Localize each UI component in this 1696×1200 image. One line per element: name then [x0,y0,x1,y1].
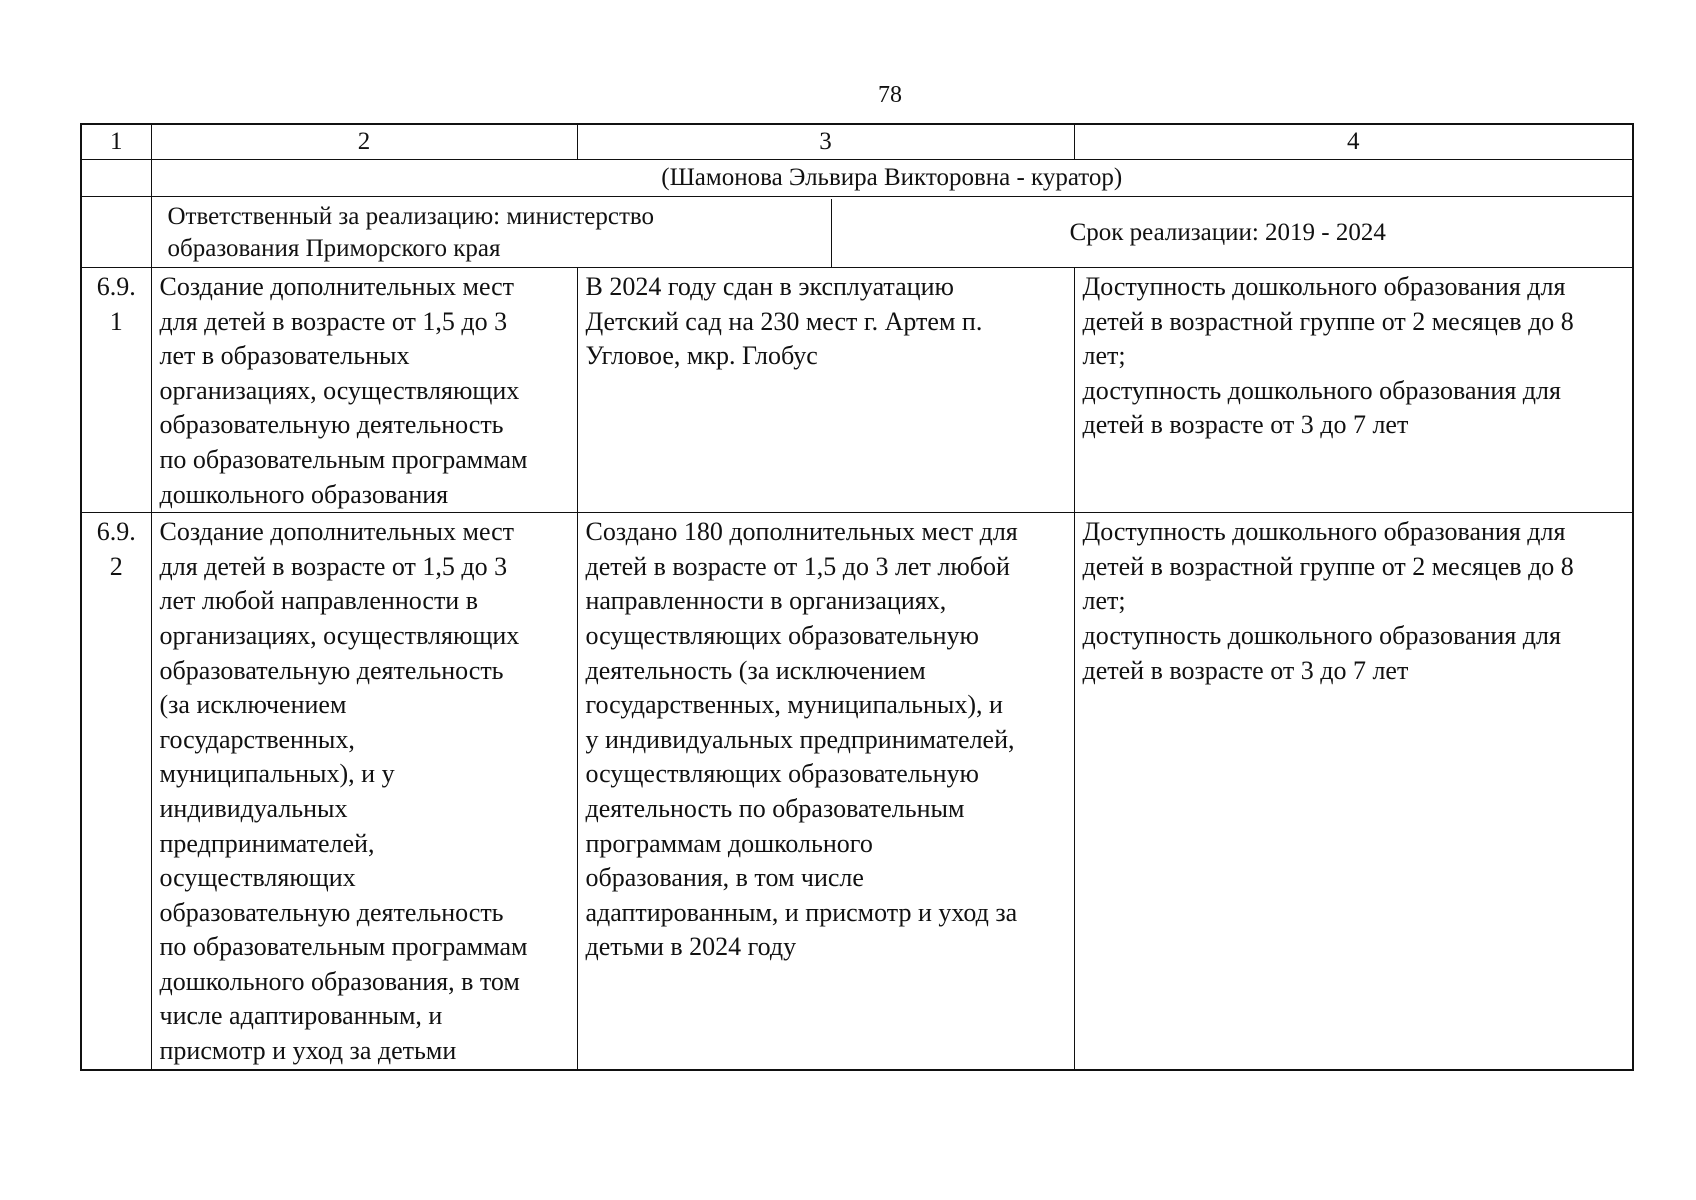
table-row [81,513,1633,1070]
effect-text: Доступность дошкольного образования для детей в возрастной группе от 2 месяцев до 8 лет; доступность дошкольного образования для детей в возрасте от 3 до 7 лет [1074,268,1633,513]
responsible-row-number-cell [81,197,151,268]
column-number-3: 3 [577,124,1074,160]
curator-line: (Шамонова Эльвира Викторовна - куратор) [151,160,1633,197]
task-text: Создание дополнительных мест для детей в возрасте от 1,5 до 3 лет в образовательных организациях, осуществляющих образовательную деятельность по образовательным программам дошкольного образования [151,268,577,513]
page-number: 78 [878,82,902,108]
row-number: 6.9. 2 [81,513,151,1070]
table-row [81,268,1633,513]
curator-row-number-cell [81,160,151,197]
measures-table [80,123,1634,1071]
column-number-4: 4 [1074,124,1633,160]
responsible-executor: Ответственный за реализацию: министерство образования Приморского края [160,199,832,267]
result-text: В 2024 году сдан в эксплуатацию Детский сад на 230 мест г. Артем п. Угловое, мкр. Глобус [577,268,1074,513]
row-number: 6.9. 1 [81,268,151,513]
result-text: Создано 180 дополнительных мест для детей в возрасте от 1,5 до 3 лет любой направленности в организациях, осуществляющих образовательную деятельность (за исключением государственных, муниципальных), и у индивидуальных предпринимателей, осуществляющих образовательную деятельность по образовательным программам дошкольного образования, в том числе адаптированным, и присмотр и уход за детьми в 2024 году [577,513,1074,1070]
column-number-1: 1 [81,124,151,160]
responsible-row [81,197,1633,268]
effect-text: Доступность дошкольного образования для детей в возрастной группе от 2 месяцев до 8 лет; доступность дошкольного образования для детей в возрасте от 3 до 7 лет [1074,513,1633,1070]
column-number-row [81,124,1633,160]
curator-row [81,160,1633,197]
task-text: Создание дополнительных мест для детей в возрасте от 1,5 до 3 лет любой направленности в организациях, осуществляющих образовательную деятельность (за исключением государственных, муниципальных), и у индивидуальных предпринимателей, осуществляющих образовательную деятельность по образовательным программам дошкольного образования, в том числе адаптированным, и присмотр и уход за детьми [151,513,577,1070]
column-number-2: 2 [151,124,577,160]
responsible-cell [151,197,1633,268]
implementation-period: Срок реализации: 2019 - 2024 [1069,219,1386,246]
